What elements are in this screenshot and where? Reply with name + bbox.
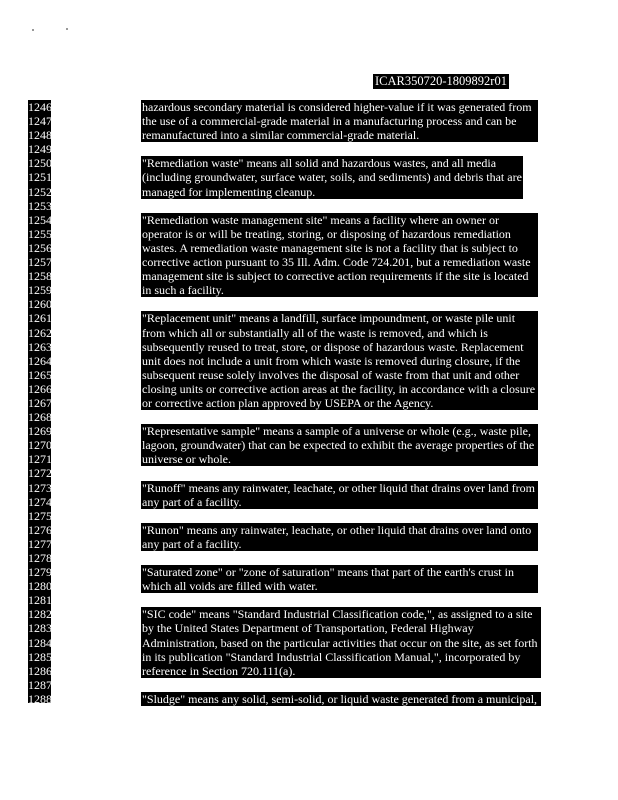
- text-line: hazardous secondary material is considered higher-value if it was generated from: [142, 100, 532, 114]
- text-line: by the United States Department of Transportation, Federal Highway: [142, 621, 474, 636]
- text-line: closing units or corrective action areas at the facility, in accordance with a closure: [142, 381, 536, 396]
- text-line: reference in Section 720.111(a).: [142, 663, 296, 678]
- line-number: 1249: [28, 142, 52, 157]
- text-line: or corrective action plan approved by USEPA or the Agency.: [142, 395, 434, 410]
- line-number: 1251: [28, 170, 52, 185]
- line-number: 1261: [28, 311, 52, 326]
- text-line: in such a facility.: [142, 283, 224, 298]
- text-line: corrective action pursuant to 35 Ill. Adm. Code 724.201, but a remediation waste: [142, 255, 531, 270]
- line-number: 1280: [28, 579, 52, 594]
- text-line: unit does not include a unit from which waste is removed during closure, if the: [142, 353, 521, 368]
- text-line: "Runoff" means any rainwater, leachate, or other liquid that drains over land from: [142, 480, 535, 495]
- paragraph-gap: [141, 593, 541, 607]
- paragraph: [141, 565, 538, 593]
- text-line: Administration, based on the particular activities that occur on the site, as set forth: [142, 635, 538, 650]
- text-line: wastes. A remediation waste management site is not a facility that is subject to: [142, 240, 518, 255]
- line-number: 1276: [28, 522, 52, 537]
- line-numbers: [28, 100, 54, 706]
- line-number: 1269: [28, 424, 52, 439]
- scan-speck: [66, 28, 68, 30]
- line-number: 1259: [28, 283, 52, 298]
- line-number: 1258: [28, 269, 52, 284]
- line-number: 1288: [28, 691, 52, 706]
- paragraph-gap: [141, 678, 541, 692]
- line-number: 1250: [28, 156, 52, 171]
- line-number: 1271: [28, 452, 52, 467]
- line-number: 1282: [28, 607, 52, 622]
- paragraph: [141, 607, 541, 677]
- line-number: 1267: [28, 395, 52, 410]
- paragraph: [141, 481, 538, 509]
- paragraph-gap: [141, 551, 541, 565]
- text-line: "Remediation waste" means all solid and hazardous wastes, and all media: [142, 156, 497, 171]
- line-number: 1286: [28, 663, 52, 678]
- text-line: lagoon, groundwater) that can be expected to exhibit the average properties of the: [142, 438, 535, 453]
- text-line: operator is or will be treating, storing, or disposing of hazardous remediation: [142, 226, 511, 241]
- text-line: remanufactured into a similar commercial-grade material.: [142, 128, 420, 143]
- paragraph: [141, 424, 538, 466]
- line-number: 1255: [28, 226, 52, 241]
- text-line: management site is subject to corrective action requirements if the site is located: [142, 269, 529, 284]
- paragraph-gap: [141, 466, 541, 480]
- line-number: 1248: [28, 128, 52, 143]
- text-line: in its publication "Standard Industrial Classification Manual,", incorporated by: [142, 649, 521, 664]
- text-line: "Remediation waste management site" means a facility where an owner or: [142, 212, 499, 227]
- line-number: 1285: [28, 649, 52, 664]
- paragraph: [141, 156, 523, 198]
- line-number: 1246: [28, 100, 52, 114]
- paragraph-gap: [141, 410, 541, 424]
- line-number: 1279: [28, 565, 52, 580]
- line-number: 1275: [28, 508, 52, 523]
- line-number: 1252: [28, 184, 52, 199]
- line-number: 1266: [28, 381, 52, 396]
- paragraph: [141, 213, 538, 298]
- line-number: 1281: [28, 593, 52, 608]
- text-line: any part of a facility.: [142, 494, 242, 509]
- line-number: 1254: [28, 212, 52, 227]
- line-number: 1257: [28, 255, 52, 270]
- line-number: 1270: [28, 438, 52, 453]
- line-number: 1283: [28, 621, 52, 636]
- line-number: 1284: [28, 635, 52, 650]
- paragraph-gap: [141, 199, 541, 213]
- paragraph: [141, 692, 541, 706]
- line-number: 1253: [28, 198, 52, 213]
- text-line: from which all or substantially all of the waste is removed, and which is: [142, 325, 488, 340]
- line-number: 1260: [28, 297, 52, 312]
- line-number: 1262: [28, 325, 52, 340]
- paragraph: [141, 100, 538, 142]
- line-number: 1256: [28, 240, 52, 255]
- text-line: "Representative sample" means a sample of a universe or whole (e.g., waste pile,: [142, 424, 531, 439]
- text-line: subsequent reuse solely involves the disposal of waste from that unit and other: [142, 367, 520, 382]
- text-line: which all voids are filled with water.: [142, 579, 318, 594]
- document-body: [141, 100, 541, 706]
- line-number: 1274: [28, 494, 52, 509]
- text-line: "Sludge" means any solid, semi-solid, or liquid waste generated from a municipal,: [142, 691, 538, 706]
- paragraph-gap: [141, 509, 541, 523]
- text-line: the use of a commercial-grade material in a manufacturing process and can be: [142, 114, 517, 129]
- text-line: "Replacement unit" means a landfill, surface impoundment, or waste pile unit: [142, 311, 516, 326]
- line-number: 1247: [28, 114, 52, 129]
- scan-speck: [32, 29, 34, 31]
- text-line: managed for implementing cleanup.: [142, 184, 316, 199]
- text-line: subsequently reused to treat, store, or dispose of hazardous waste. Replacement: [142, 339, 524, 354]
- text-line: "Saturated zone" or "zone of saturation" means that part of the earth's crust in: [142, 565, 514, 580]
- line-number: 1263: [28, 339, 52, 354]
- line-number: 1272: [28, 466, 52, 481]
- document-id: ICAR350720-1809892r01: [375, 74, 507, 88]
- line-number: 1287: [28, 677, 52, 692]
- paragraph: [141, 523, 538, 551]
- paragraph-gap: [141, 142, 541, 156]
- text-line: universe or whole.: [142, 452, 231, 467]
- line-number: 1273: [28, 480, 52, 495]
- line-number: 1278: [28, 551, 52, 565]
- line-number: 1268: [28, 410, 52, 425]
- scan-specks: [30, 27, 70, 33]
- paragraph-gap: [141, 297, 541, 311]
- text-line: (including groundwater, surface water, soils, and sediments) and debris that are: [142, 170, 522, 185]
- line-number: 1277: [28, 536, 52, 551]
- line-number: 1265: [28, 367, 52, 382]
- text-line: "SIC code" means "Standard Industrial Classification code,", as assigned to a site: [142, 607, 533, 622]
- paragraph: [141, 311, 538, 410]
- text-line: "Runon" means any rainwater, leachate, or other liquid that drains over land onto: [142, 522, 532, 537]
- text-line: any part of a facility.: [142, 536, 242, 551]
- line-number: 1264: [28, 353, 52, 368]
